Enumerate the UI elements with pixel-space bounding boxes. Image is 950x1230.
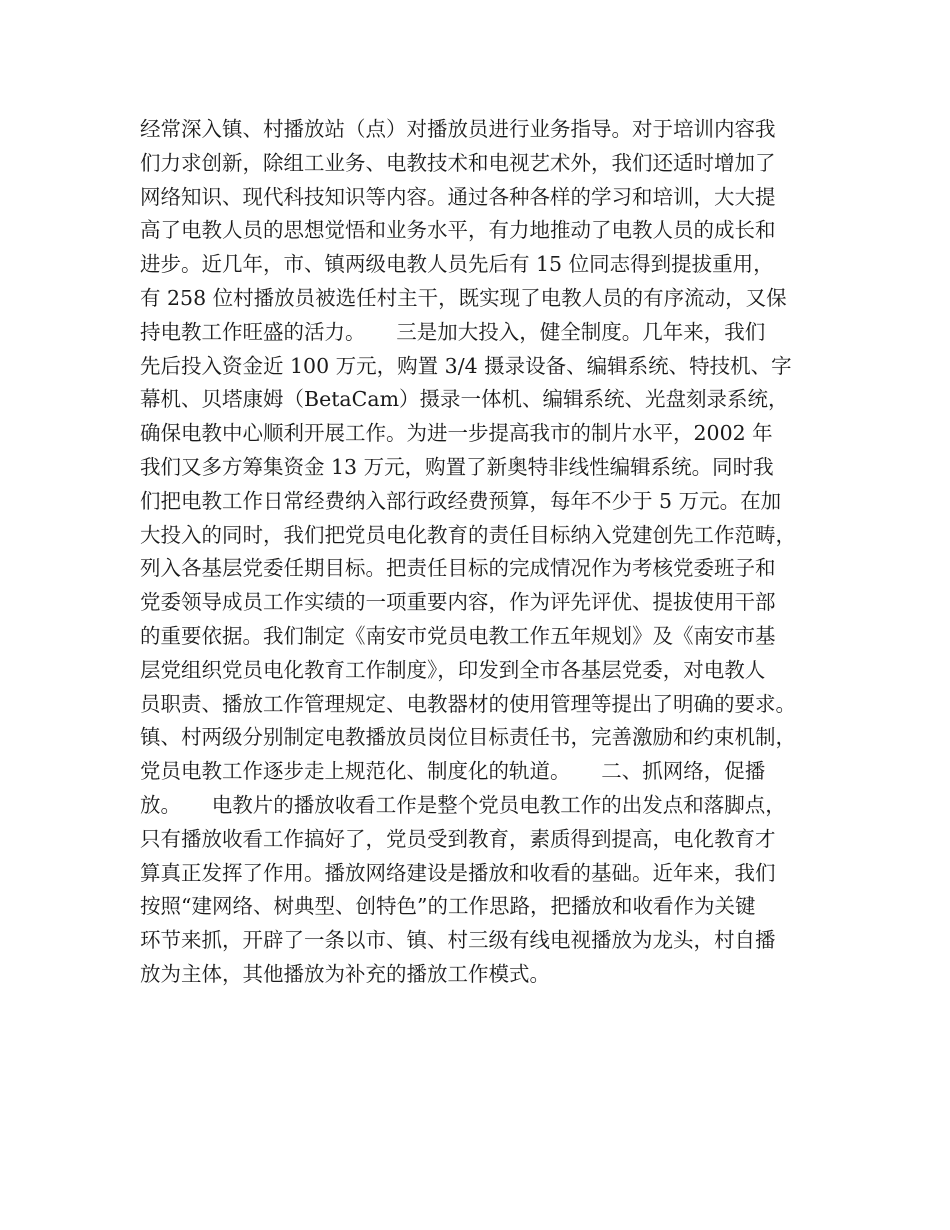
text-line: 经常深入镇、村播放站（点）对播放员进行业务指导。对于培训内容我: [140, 117, 776, 141]
text-line: 算真正发挥了作用。播放网络建设是播放和收看的基础。近年来，我们: [140, 860, 776, 885]
text-line: 放为主体，其他播放为补充的播放工作模式。: [140, 961, 550, 986]
text-line: 员职责、播放工作管理规定、电教器材的使用管理等提出了明确的要求。: [140, 691, 796, 716]
text-line: 环节来抓，开辟了一条以市、镇、村三级有线电视播放为龙头，村自播: [140, 928, 776, 953]
text-line: 层党组织党员电化教育工作制度》，印发到全市各基层党委，对电教人: [140, 657, 766, 682]
text-line: 们力求创新，除组工业务、电教技术和电视艺术外，我们还适时增加了: [140, 150, 776, 175]
text-line: 按照“建网络、树典型、创特色”的工作思路，把播放和收看作为关键: [140, 894, 756, 919]
text-line: 有 258 位村播放员被选任村主干，既实现了电教人员的有序流动，又保: [140, 285, 787, 310]
text-line: 持电教工作旺盛的活力。 三是加大投入，健全制度。几年来，我们: [140, 319, 766, 344]
text-line: 我们又多方筹集资金 13 万元，购置了新奥特非线性编辑系统。同时我: [140, 454, 774, 479]
text-line: 先后投入资金近 100 万元，购置 3/4 摄录设备、编辑系统、特技机、字: [140, 353, 792, 378]
text-line: 党员电教工作逐步走上规范化、制度化的轨道。 二、抓网络，促播: [140, 759, 766, 784]
text-line: 只有播放收看工作搞好了，党员受到教育，素质得到提高，电化教育才: [140, 826, 776, 851]
text-line: 的重要依据。我们制定《南安市党员电教工作五年规划》及《南安市基: [140, 623, 776, 648]
text-line: 大投入的同时，我们把党员电化教育的责任目标纳入党建创先工作范畴，: [140, 522, 796, 547]
body-paragraph: [140, 113, 820, 992]
text-line: 们把电教工作日常经费纳入部行政经费预算，每年不少于 5 万元。在加: [140, 488, 782, 513]
text-line: 放。 电教片的播放收看工作是整个党员电教工作的出发点和落脚点，: [140, 792, 786, 817]
text-line: 幕机、贝塔康姆（BetaCam）摄录一体机、编辑系统、光盘刻录系统，: [140, 387, 789, 412]
text-line: 党委领导成员工作实绩的一项重要内容，作为评先评优、提拔使用干部: [140, 590, 776, 615]
text-line: 网络知识、现代科技知识等内容。通过各种各样的学习和培训，大大提: [140, 184, 776, 209]
text-line: 镇、村两级分别制定电教播放员岗位目标责任书，完善激励和约束机制，: [140, 725, 796, 750]
text-line: 进步。近几年，市、镇两级电教人员先后有 15 位同志得到提拔重用，: [140, 252, 774, 277]
text-line: 确保电教中心顺利开展工作。为进一步提高我市的制片水平，2002 年: [140, 421, 773, 446]
text-line: 列入各基层党委任期目标。把责任目标的完成情况作为考核党委班子和: [140, 556, 776, 581]
text-line: 高了电教人员的思想觉悟和业务水平，有力地推动了电教人员的成长和: [140, 218, 776, 243]
